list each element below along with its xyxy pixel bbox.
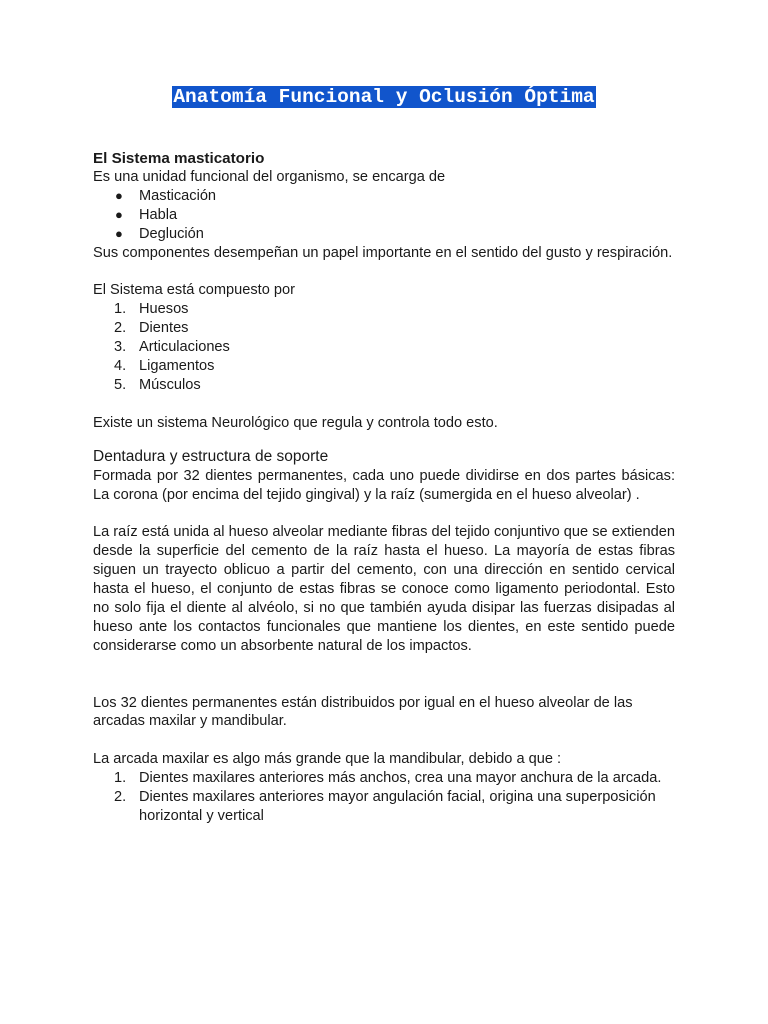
- composition-intro: El Sistema está compuesto por: [93, 282, 295, 299]
- paragraph-arcada: La arcada maxilar es algo más grande que la mandibular, debido a que :: [93, 751, 562, 768]
- list-item: 2. Dientes maxilares anteriores mayor angulación facial, origina una superposición horizontal y vertical: [114, 789, 656, 824]
- title-wrap: [0, 86, 768, 108]
- list-item: 2. Dientes: [114, 320, 189, 337]
- bullet-icon: ●: [115, 187, 123, 203]
- components-list: [93, 300, 675, 395]
- list-item: 5. Músculos: [114, 376, 201, 393]
- bullet-icon: ●: [115, 206, 123, 222]
- neuro-paragraph: Existe un sistema Neurológico que regula y controla todo esto.: [93, 414, 498, 431]
- reasons-list: [93, 769, 675, 826]
- paragraph-raiz: La raíz está unida al hueso alveolar mediante fibras del tejido conjuntivo que se extienden desde la superficie del cemento de la raíz hasta el hueso. La mayoría de estas fibras siguen un trayecto oblicuo a partir del cemento, con una dirección en sentido cervical hasta el hueso, el conjunto de estas fibras se conoce como ligamento periodontal. Esto no solo fija el diente al alvéolo, si no que también ayuda disipar las fuerzas disipadas al hueso ante los contactos funcionales que mantiene los dientes, en este sentido puede considerarse como un absorbente natural de los impactos.: [93, 524, 675, 654]
- list-item: ● Habla: [115, 206, 178, 223]
- section-heading-dentadura: Dentadura y estructura de soporte: [93, 447, 329, 465]
- list-item: 4. Ligamentos: [114, 358, 215, 375]
- functions-list: [93, 187, 675, 244]
- paragraph-distribucion: Los 32 dientes permanentes están distribuidos por igual en el hueso alveolar de las arcadas maxilar y mandibular.: [93, 694, 633, 730]
- list-item: 1. Huesos: [114, 301, 189, 318]
- intro-text: Es una unidad funcional del organismo, se encarga de: [93, 169, 446, 185]
- list-item: 3. Articulaciones: [114, 339, 230, 356]
- bullet-icon: ●: [115, 225, 123, 241]
- list-item: 1. Dientes maxilares anteriores más anchos, crea una mayor anchura de la arcada.: [114, 770, 662, 787]
- document-content: [93, 150, 675, 826]
- paragraph-formada: Formada por 32 dientes permanentes, cada uno puede dividirse en dos partes básicas: La corona (por encima del tejido gingival) y la raíz (sumergida en el hueso alveolar) .: [93, 467, 675, 503]
- components-paragraph: Sus componentes desempeñan un papel importante en el sentido del gusto y respiración.: [93, 244, 673, 261]
- list-item: ● Masticación: [115, 187, 217, 204]
- section-heading-sistema-masticatorio: El Sistema masticatorio: [93, 150, 265, 167]
- list-item: ● Deglución: [115, 225, 204, 242]
- document-title: Anatomía Funcional y Oclusión Óptima: [173, 86, 595, 108]
